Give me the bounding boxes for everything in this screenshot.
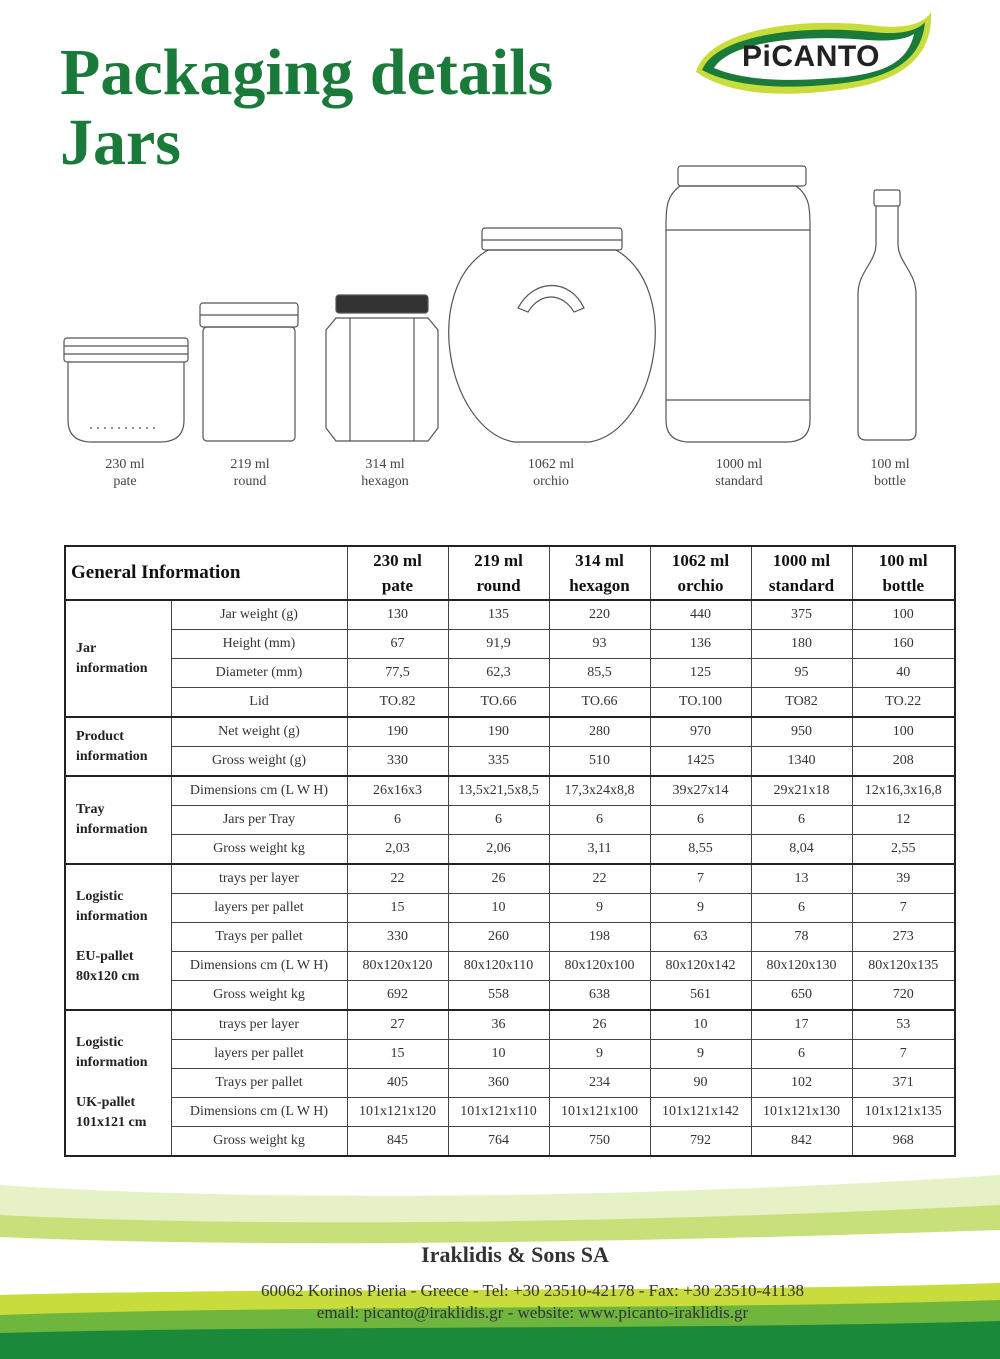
table-cell: 764 [448, 1127, 549, 1157]
table-cell: 375 [751, 600, 852, 630]
group-label-line: Logistic [76, 1035, 124, 1050]
table-cell: TO82 [751, 688, 852, 718]
table-cell: 160 [852, 630, 955, 659]
table-cell: 6 [751, 806, 852, 835]
table-cell: 10 [448, 894, 549, 923]
group-label-line: 80x120 cm [76, 969, 140, 984]
table-row [65, 717, 955, 747]
jar-label-standard [679, 456, 799, 490]
table-cell: 6 [448, 806, 549, 835]
table-row [65, 806, 955, 835]
table-row [65, 835, 955, 865]
table-cell: 440 [650, 600, 751, 630]
table-row [65, 1010, 955, 1040]
column-header: 1062 ml orchio [650, 546, 751, 600]
table-cell: 842 [751, 1127, 852, 1157]
jar-type: bottle [874, 474, 906, 489]
table-cell: 2,06 [448, 835, 549, 865]
row-label: Diameter (mm) [171, 659, 347, 688]
table-cell: 970 [650, 717, 751, 747]
group-label-line: Tray [76, 802, 105, 817]
email-website-line: email: picanto@iraklidis.gr - website: www.picanto-iraklidis.gr [316, 1303, 749, 1322]
table-row [65, 747, 955, 777]
group-label-jar [65, 600, 171, 717]
row-label: Gross weight kg [171, 835, 347, 865]
table-cell: 750 [549, 1127, 650, 1157]
table-cell: 13,5x21,5x8,5 [448, 776, 549, 806]
table-cell: 101x121x120 [347, 1098, 448, 1127]
row-label: Jars per Tray [171, 806, 347, 835]
table-row [65, 981, 955, 1011]
table-cell: TO.82 [347, 688, 448, 718]
table-cell: 101x121x110 [448, 1098, 549, 1127]
table-cell: 330 [347, 923, 448, 952]
group-label-line: information [76, 660, 148, 676]
title-line-1: Packaging details [60, 36, 554, 109]
column-header: 219 ml round [448, 546, 549, 600]
table-cell: 6 [751, 894, 852, 923]
table-cell: 371 [852, 1069, 955, 1098]
table-cell: 102 [751, 1069, 852, 1098]
table-cell: 1425 [650, 747, 751, 777]
table-cell: 10 [448, 1040, 549, 1069]
table-cell: 93 [549, 630, 650, 659]
group-label-line: Logistic [76, 889, 124, 904]
table-cell: 10 [650, 1010, 751, 1040]
row-label: layers per pallet [171, 894, 347, 923]
jar-orchio-drawing [449, 228, 655, 442]
row-label: Dimensions cm (L W H) [171, 776, 347, 806]
table-cell: 77,5 [347, 659, 448, 688]
row-label: layers per pallet [171, 1040, 347, 1069]
table-cell: 190 [347, 717, 448, 747]
table-cell: 6 [751, 1040, 852, 1069]
table-cell: 85,5 [549, 659, 650, 688]
table-cell: 26 [448, 864, 549, 894]
table-cell: 63 [650, 923, 751, 952]
table-cell: 135 [448, 600, 549, 630]
row-label: Gross weight (g) [171, 747, 347, 777]
bottle-drawing [858, 190, 916, 440]
table-cell: 53 [852, 1010, 955, 1040]
title-line-2: Jars [60, 106, 181, 179]
table-cell: 7 [650, 864, 751, 894]
table-cell: 130 [347, 600, 448, 630]
table-cell: 13 [751, 864, 852, 894]
table-cell: 360 [448, 1069, 549, 1098]
table-cell: 15 [347, 894, 448, 923]
logo-text: PiCANTO [742, 40, 880, 73]
table-cell: 180 [751, 630, 852, 659]
table-cell: 9 [549, 894, 650, 923]
table-cell: 335 [448, 747, 549, 777]
group-label-line: EU-pallet [76, 949, 134, 964]
table-cell: 101x121x100 [549, 1098, 650, 1127]
group-label-line: UK-pallet [76, 1095, 136, 1110]
jar-type: hexagon [361, 474, 409, 489]
address-line: 60062 Korinos Pieria - Greece - Tel: +30 23510-42178 - Fax: +30 23510-41138 [260, 1281, 804, 1300]
table-cell: 3,11 [549, 835, 650, 865]
group-label-line: Jar [76, 640, 97, 656]
table-cell: 720 [852, 981, 955, 1011]
table-cell: TO.22 [852, 688, 955, 718]
group-label-line: information [76, 909, 148, 924]
jar-label-pate [65, 456, 185, 490]
table-row [65, 1127, 955, 1157]
table-cell: 80x120x120 [347, 952, 448, 981]
jar-illustrations [0, 150, 1000, 450]
table-cell: 8,04 [751, 835, 852, 865]
table-cell: 95 [751, 659, 852, 688]
jar-volume: 219 ml [230, 457, 270, 472]
row-label: Trays per pallet [171, 1069, 347, 1098]
jar-label-bottle [830, 456, 950, 490]
table-cell: 101x121x142 [650, 1098, 751, 1127]
table-cell: 234 [549, 1069, 650, 1098]
column-header: 230 ml pate [347, 546, 448, 600]
table-cell: 845 [347, 1127, 448, 1157]
table-cell: TO.66 [549, 688, 650, 718]
table-cell: 405 [347, 1069, 448, 1098]
row-label: Net weight (g) [171, 717, 347, 747]
table-cell: 39 [852, 864, 955, 894]
jar-pate-drawing [64, 338, 188, 442]
contact-info [0, 1280, 1000, 1324]
table-cell: 510 [549, 747, 650, 777]
table-cell: TO.100 [650, 688, 751, 718]
table-cell: 100 [852, 717, 955, 747]
table-cell: 80x120x110 [448, 952, 549, 981]
table-cell: 12 [852, 806, 955, 835]
table-cell: 91,9 [448, 630, 549, 659]
table-cell: 9 [650, 1040, 751, 1069]
table-cell: 17,3x24x8,8 [549, 776, 650, 806]
table-cell: 273 [852, 923, 955, 952]
table-cell: 208 [852, 747, 955, 777]
table-cell: 80x120x135 [852, 952, 955, 981]
table-header-row [65, 546, 955, 600]
group-label-logistic-uk [65, 1010, 171, 1156]
jar-volume: 230 ml [105, 457, 145, 472]
column-header: 314 ml hexagon [549, 546, 650, 600]
group-label-line: information [76, 1055, 148, 1070]
table-cell: 220 [549, 600, 650, 630]
table-cell: 27 [347, 1010, 448, 1040]
table-cell: 692 [347, 981, 448, 1011]
table-row [65, 923, 955, 952]
table-cell: 36 [448, 1010, 549, 1040]
jar-type: pate [113, 474, 137, 489]
table-cell: 7 [852, 1040, 955, 1069]
table-cell: 792 [650, 1127, 751, 1157]
table-cell: 78 [751, 923, 852, 952]
row-label: Gross weight kg [171, 981, 347, 1011]
table-row [65, 1069, 955, 1098]
table-row [65, 600, 955, 630]
column-header: 1000 ml standard [751, 546, 852, 600]
table-cell: 198 [549, 923, 650, 952]
table-cell: 90 [650, 1069, 751, 1098]
group-label-tray [65, 776, 171, 864]
jar-volume: 314 ml [365, 457, 405, 472]
table-cell: 7 [852, 894, 955, 923]
table-cell: 136 [650, 630, 751, 659]
table-cell: 26 [549, 1010, 650, 1040]
table-cell: 80x120x142 [650, 952, 751, 981]
row-label: Gross weight kg [171, 1127, 347, 1157]
jar-round-drawing [200, 303, 298, 441]
table-cell: 101x121x135 [852, 1098, 955, 1127]
table-cell: TO.66 [448, 688, 549, 718]
jar-label-orchio [491, 456, 611, 490]
table-cell: 2,03 [347, 835, 448, 865]
group-label-product [65, 717, 171, 776]
jar-label-round [190, 456, 310, 490]
column-header: 100 ml bottle [852, 546, 955, 600]
table-cell: 22 [347, 864, 448, 894]
table-cell: 40 [852, 659, 955, 688]
table-cell: 638 [549, 981, 650, 1011]
table-row [65, 776, 955, 806]
jar-type: round [233, 474, 267, 489]
jar-standard-drawing [666, 166, 810, 442]
table-cell: 650 [751, 981, 852, 1011]
jar-type: standard [715, 474, 763, 489]
table-cell: 561 [650, 981, 751, 1011]
table-row [65, 688, 955, 718]
jar-volume: 1062 ml [527, 457, 575, 472]
row-label: Lid [171, 688, 347, 718]
jar-volume: 100 ml [870, 457, 910, 472]
jar-volume: 1000 ml [715, 457, 763, 472]
table-cell: 1340 [751, 747, 852, 777]
row-label: Dimensions cm (L W H) [171, 1098, 347, 1127]
table-cell: 8,55 [650, 835, 751, 865]
group-label-logistic-eu [65, 864, 171, 1010]
row-label: Trays per pallet [171, 923, 347, 952]
table-cell: 67 [347, 630, 448, 659]
table-row [65, 1098, 955, 1127]
table-row [65, 952, 955, 981]
table-cell: 39x27x14 [650, 776, 751, 806]
table-cell: 12x16,3x16,8 [852, 776, 955, 806]
table-cell: 100 [852, 600, 955, 630]
table-cell: 6 [549, 806, 650, 835]
table-row [65, 659, 955, 688]
table-cell: 260 [448, 923, 549, 952]
table-cell: 558 [448, 981, 549, 1011]
group-label-line: 101x121 cm [76, 1115, 147, 1130]
table-cell: 15 [347, 1040, 448, 1069]
table-row [65, 1040, 955, 1069]
table-cell: 62,3 [448, 659, 549, 688]
row-label: Dimensions cm (L W H) [171, 952, 347, 981]
table-cell: 80x120x100 [549, 952, 650, 981]
row-label: trays per layer [171, 1010, 347, 1040]
group-label-line: information [76, 822, 148, 837]
table-cell: 330 [347, 747, 448, 777]
table-cell: 125 [650, 659, 751, 688]
table-cell: 101x121x130 [751, 1098, 852, 1127]
group-label-line: Product [76, 728, 124, 744]
table-cell: 950 [751, 717, 852, 747]
jar-hexagon-drawing [326, 295, 438, 441]
table-cell: 280 [549, 717, 650, 747]
table-cell: 2,55 [852, 835, 955, 865]
table-row [65, 894, 955, 923]
table-cell: 9 [650, 894, 751, 923]
row-label: trays per layer [171, 864, 347, 894]
group-label-line: information [76, 748, 148, 764]
table-cell: 29x21x18 [751, 776, 852, 806]
table-row [65, 864, 955, 894]
row-label: Height (mm) [171, 630, 347, 659]
packaging-table [64, 545, 956, 1157]
table-cell: 190 [448, 717, 549, 747]
jar-label-hexagon [325, 456, 445, 490]
company-name: Iraklidis & Sons SA [421, 1242, 609, 1267]
jar-type: orchio [533, 474, 569, 489]
table-cell: 22 [549, 864, 650, 894]
table-row [65, 630, 955, 659]
table-cell: 17 [751, 1010, 852, 1040]
table-cell: 968 [852, 1127, 955, 1157]
table-cell: 9 [549, 1040, 650, 1069]
table-cell: 26x16x3 [347, 776, 448, 806]
table-cell: 80x120x130 [751, 952, 852, 981]
row-label: Jar weight (g) [171, 600, 347, 630]
table-cell: 6 [347, 806, 448, 835]
general-information-header: General Information [65, 546, 347, 600]
table-cell: 6 [650, 806, 751, 835]
